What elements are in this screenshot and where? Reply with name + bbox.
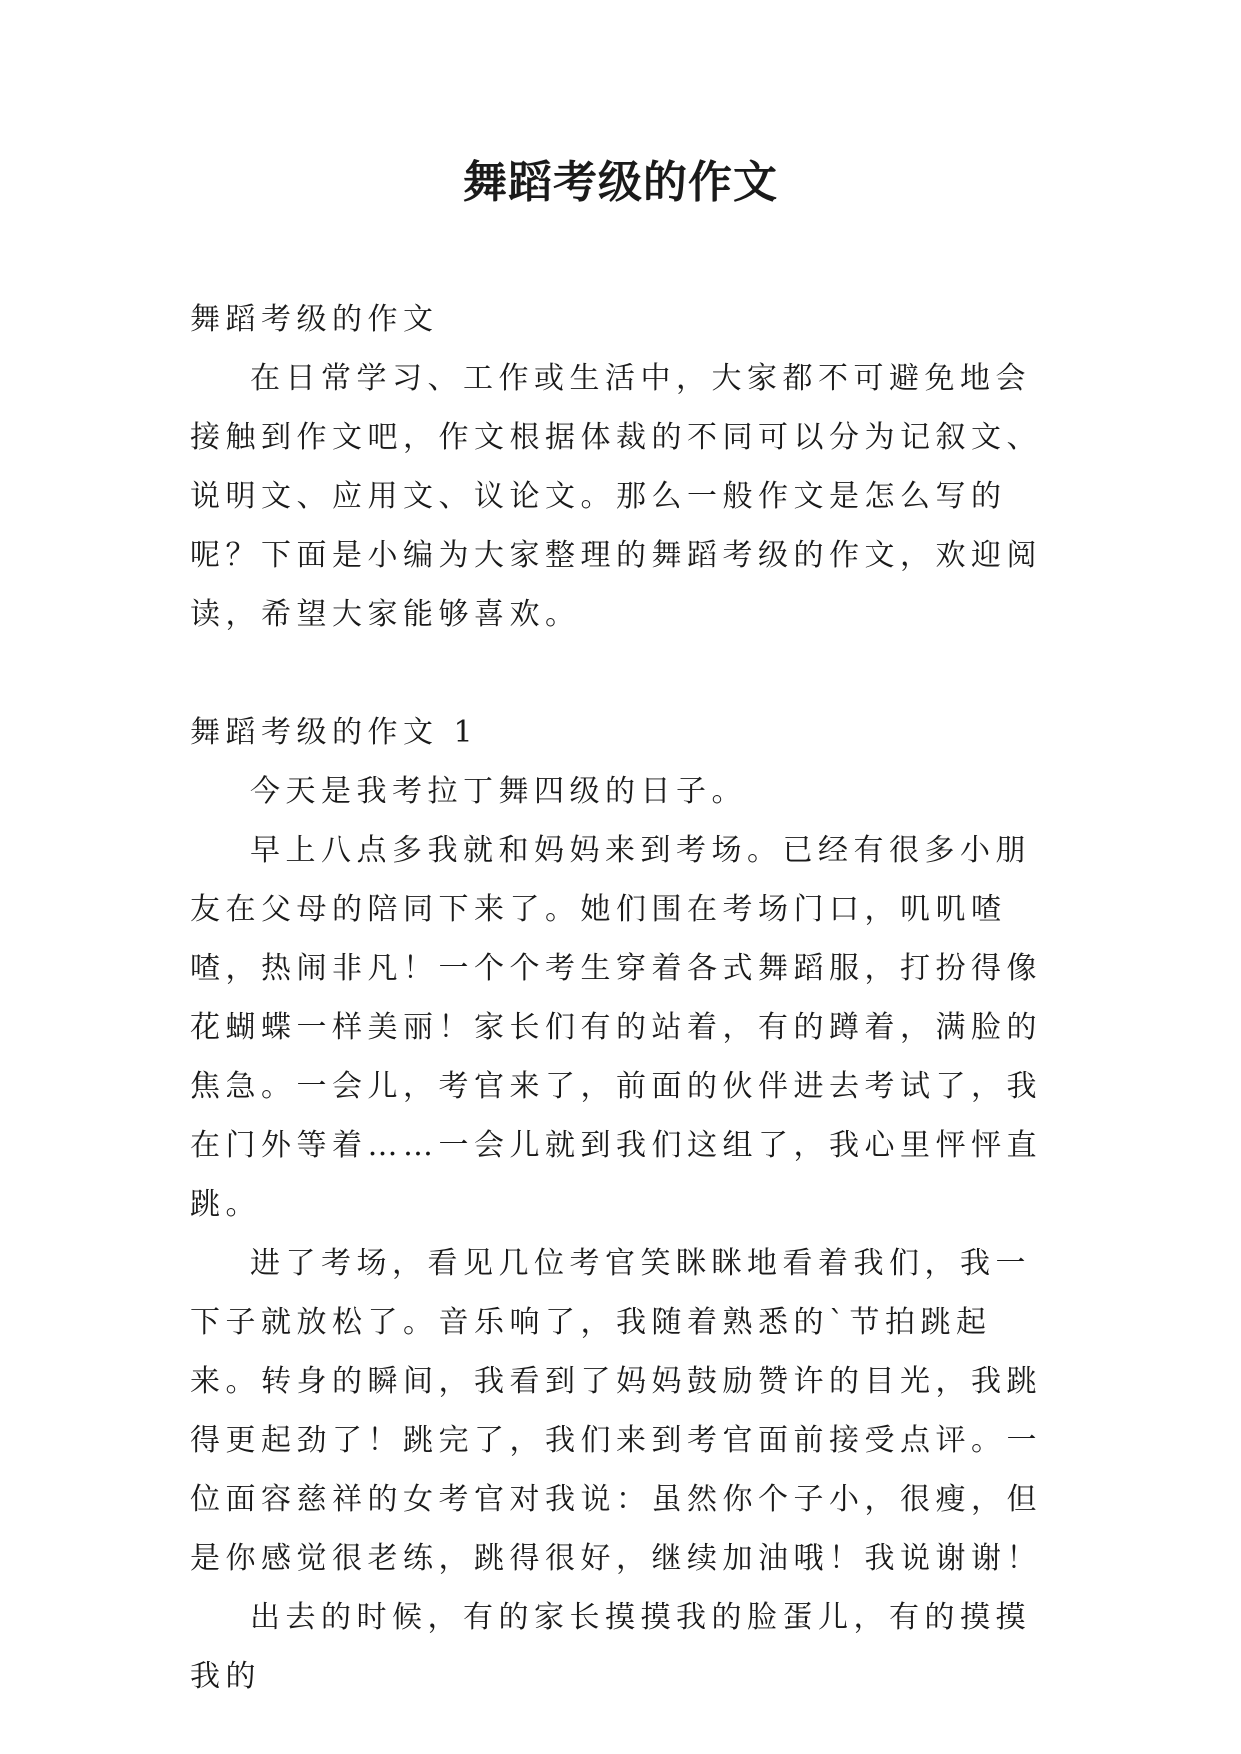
essay-1-paragraph: 今天是我考拉丁舞四级的日子。 [250,774,747,809]
essay-1-heading: 舞蹈考级的作文 1 [190,715,479,750]
document-body [190,290,1050,1706]
document-title: 舞蹈考级的作文 [463,157,778,208]
essay-1-paragraph: 进了考场，看见几位考官笑眯眯地看着我们，我一下子就放松了。音乐响了，我随着熟悉的`节拍跳起来。转身的瞬间，我看到了妈妈鼓励赞许的目光，我跳得更起劲了！跳完了，我们来到考官面前接受点评。一位面容慈祥的女考官对我说：虽然你个子小，很瘦，但是你感觉很老练，跳得很好，继续加油哦！我说谢谢！ [190,1246,1042,1576]
essay-1-paragraph: 早上八点多我就和妈妈来到考场。已经有很多小朋友在父母的陪同下来了。她们围在考场门口，叽叽喳喳，热闹非凡！一个个考生穿着各式舞蹈服，打扮得像花蝴蝶一样美丽！家长们有的站着，有的蹲着，满脸的焦急。一会儿，考官来了，前面的伙伴进去考试了，我在门外等着……一会儿就到我们这组了，我心里怦怦直跳。 [190,833,1042,1222]
essay-1-paragraph: 出去的时候，有的家长摸摸我的脸蛋儿，有的摸摸我的 [190,1600,1031,1694]
section-spacer [190,644,1050,703]
intro-heading: 舞蹈考级的作文 [190,302,439,337]
intro-paragraph: 在日常学习、工作或生活中，大家都不可避免地会接触到作文吧，作文根据体裁的不同可以分为记叙文、说明文、应用文、议论文。那么一般作文是怎么写的呢？下面是小编为大家整理的舞蹈考级的作文，欢迎阅读，希望大家能够喜欢。 [190,361,1042,632]
